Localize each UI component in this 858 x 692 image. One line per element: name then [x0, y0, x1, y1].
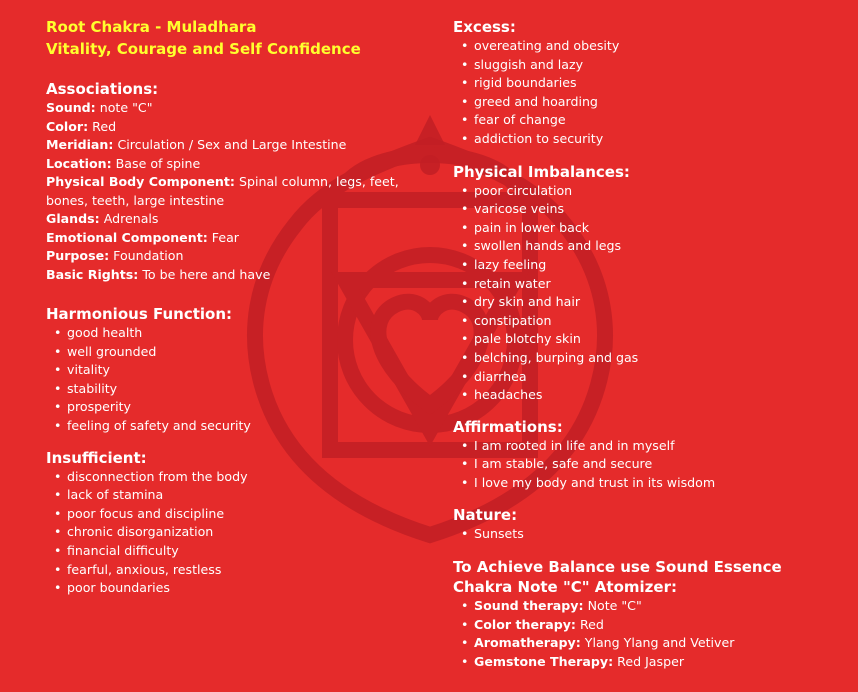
- balance-list: [453, 597, 853, 671]
- list-item: • rigid boundaries: [461, 74, 853, 93]
- harmonious-list: [46, 324, 426, 436]
- excess-list: [453, 37, 853, 149]
- association-label: Purpose:: [46, 248, 110, 263]
- affirmations-heading: Affirmations:: [453, 417, 563, 436]
- list-item: • vitality: [54, 361, 426, 380]
- page-title: Root Chakra - Muladhara: [46, 18, 257, 36]
- association-value: To be here and have: [142, 266, 271, 282]
- left-column: [46, 0, 426, 598]
- list-item: • poor circulation: [461, 182, 853, 201]
- page-subtitle: Vitality, Courage and Self Confidence: [46, 40, 361, 58]
- therapy-label: Sound therapy:: [474, 598, 584, 614]
- association-row: [46, 155, 426, 174]
- nature-list: [453, 525, 853, 544]
- list-item: • I am stable, safe and secure: [461, 455, 853, 474]
- list-item: • fearful, anxious, restless: [54, 561, 426, 580]
- list-item: • varicose veins: [461, 200, 853, 219]
- association-row: [46, 229, 426, 248]
- list-item: • I love my body and trust in its wisdom: [461, 474, 853, 493]
- list-item: • pale blotchy skin: [461, 330, 853, 349]
- list-item: • I am rooted in life and in myself: [461, 437, 853, 456]
- list-item: • pain in lower back: [461, 219, 853, 238]
- list-item: • headaches: [461, 386, 853, 405]
- association-label: Emotional Component:: [46, 229, 208, 245]
- list-item: • good health: [54, 324, 426, 343]
- list-item: • swollen hands and legs: [461, 237, 853, 256]
- list-item: • disconnection from the body: [54, 468, 426, 487]
- list-item: • constipation: [461, 312, 853, 331]
- association-row: [46, 173, 426, 192]
- list-item: • stability: [54, 380, 426, 399]
- therapy-label: Aromatherapy:: [474, 635, 581, 651]
- list-item: • prosperity: [54, 398, 426, 417]
- association-label: Sound:: [46, 100, 96, 115]
- therapy-label: Color therapy:: [474, 616, 576, 632]
- association-value: Adrenals: [103, 211, 159, 226]
- list-item: • chronic disorganization: [54, 523, 426, 542]
- list-item: • Sunsets: [461, 525, 853, 544]
- list-item: • financial difficulty: [54, 542, 426, 561]
- association-row: [46, 136, 426, 155]
- association-value: Foundation: [113, 248, 184, 263]
- list-item: • lack of stamina: [54, 486, 426, 505]
- affirmations-list: [453, 437, 853, 493]
- association-row: [46, 99, 426, 118]
- balance-heading: To Achieve Balance use Sound Essence: [453, 558, 782, 577]
- therapy-item: [461, 616, 853, 635]
- association-label: Meridian:: [46, 137, 114, 152]
- imbalances-list: [453, 182, 853, 405]
- list-item: • poor boundaries: [54, 579, 426, 598]
- therapy-item: [461, 597, 853, 616]
- association-value: Base of spine: [115, 155, 201, 171]
- right-column: [453, 0, 853, 671]
- association-value: Red: [92, 118, 117, 134]
- list-item: • lazy feeling: [461, 256, 853, 275]
- list-item: • feeling of safety and security: [54, 417, 426, 436]
- association-label: Location:: [46, 155, 112, 171]
- insufficient-list: [46, 468, 426, 598]
- association-label: Physical Body Component:: [46, 174, 235, 189]
- therapy-value: Red: [579, 616, 604, 632]
- harmonious-heading: Harmonious Function:: [46, 305, 233, 323]
- list-item: • fear of change: [461, 111, 853, 130]
- insufficient-heading: Insufficient:: [46, 448, 147, 467]
- association-value: Circulation / Sex and Large Intestine: [117, 137, 347, 152]
- list-item: • dry skin and hair: [461, 293, 853, 312]
- association-row: [46, 247, 426, 266]
- list-item: • belching, burping and gas: [461, 349, 853, 368]
- therapy-value: Red Jasper: [617, 653, 684, 669]
- association-value: Spinal column, legs, feet,: [238, 174, 399, 189]
- list-item: • greed and hoarding: [461, 93, 853, 112]
- association-row: [46, 266, 426, 285]
- list-item: • retain water: [461, 275, 853, 294]
- balance-subheading: Chakra Note "C" Atomizer:: [453, 578, 677, 597]
- nature-heading: Nature:: [453, 506, 518, 525]
- list-item: • addiction to security: [461, 130, 853, 149]
- therapy-value: Note "C": [587, 598, 642, 614]
- imbalances-heading: Physical Imbalances:: [453, 162, 630, 181]
- list-item: • overeating and obesity: [461, 37, 853, 56]
- association-value: Fear: [211, 229, 239, 245]
- association-row: [46, 118, 426, 137]
- association-value: note "C": [99, 100, 153, 115]
- list-item: • poor focus and discipline: [54, 505, 426, 524]
- associations-list: [46, 99, 426, 284]
- association-label: Glands:: [46, 211, 100, 226]
- associations-heading: Associations:: [46, 80, 159, 98]
- association-row: [46, 210, 426, 229]
- therapy-item: [461, 634, 853, 653]
- list-item: • sluggish and lazy: [461, 56, 853, 75]
- association-label: Basic Rights:: [46, 266, 139, 282]
- excess-heading: Excess:: [453, 18, 516, 36]
- association-label: Color:: [46, 118, 89, 134]
- therapy-item: [461, 653, 853, 672]
- association-value-continued: bones, teeth, large intestine: [46, 192, 225, 208]
- list-item: • diarrhea: [461, 368, 853, 387]
- therapy-label: Gemstone Therapy:: [474, 653, 614, 669]
- therapy-value: Ylang Ylang and Vetiver: [584, 635, 735, 651]
- list-item: • well grounded: [54, 343, 426, 362]
